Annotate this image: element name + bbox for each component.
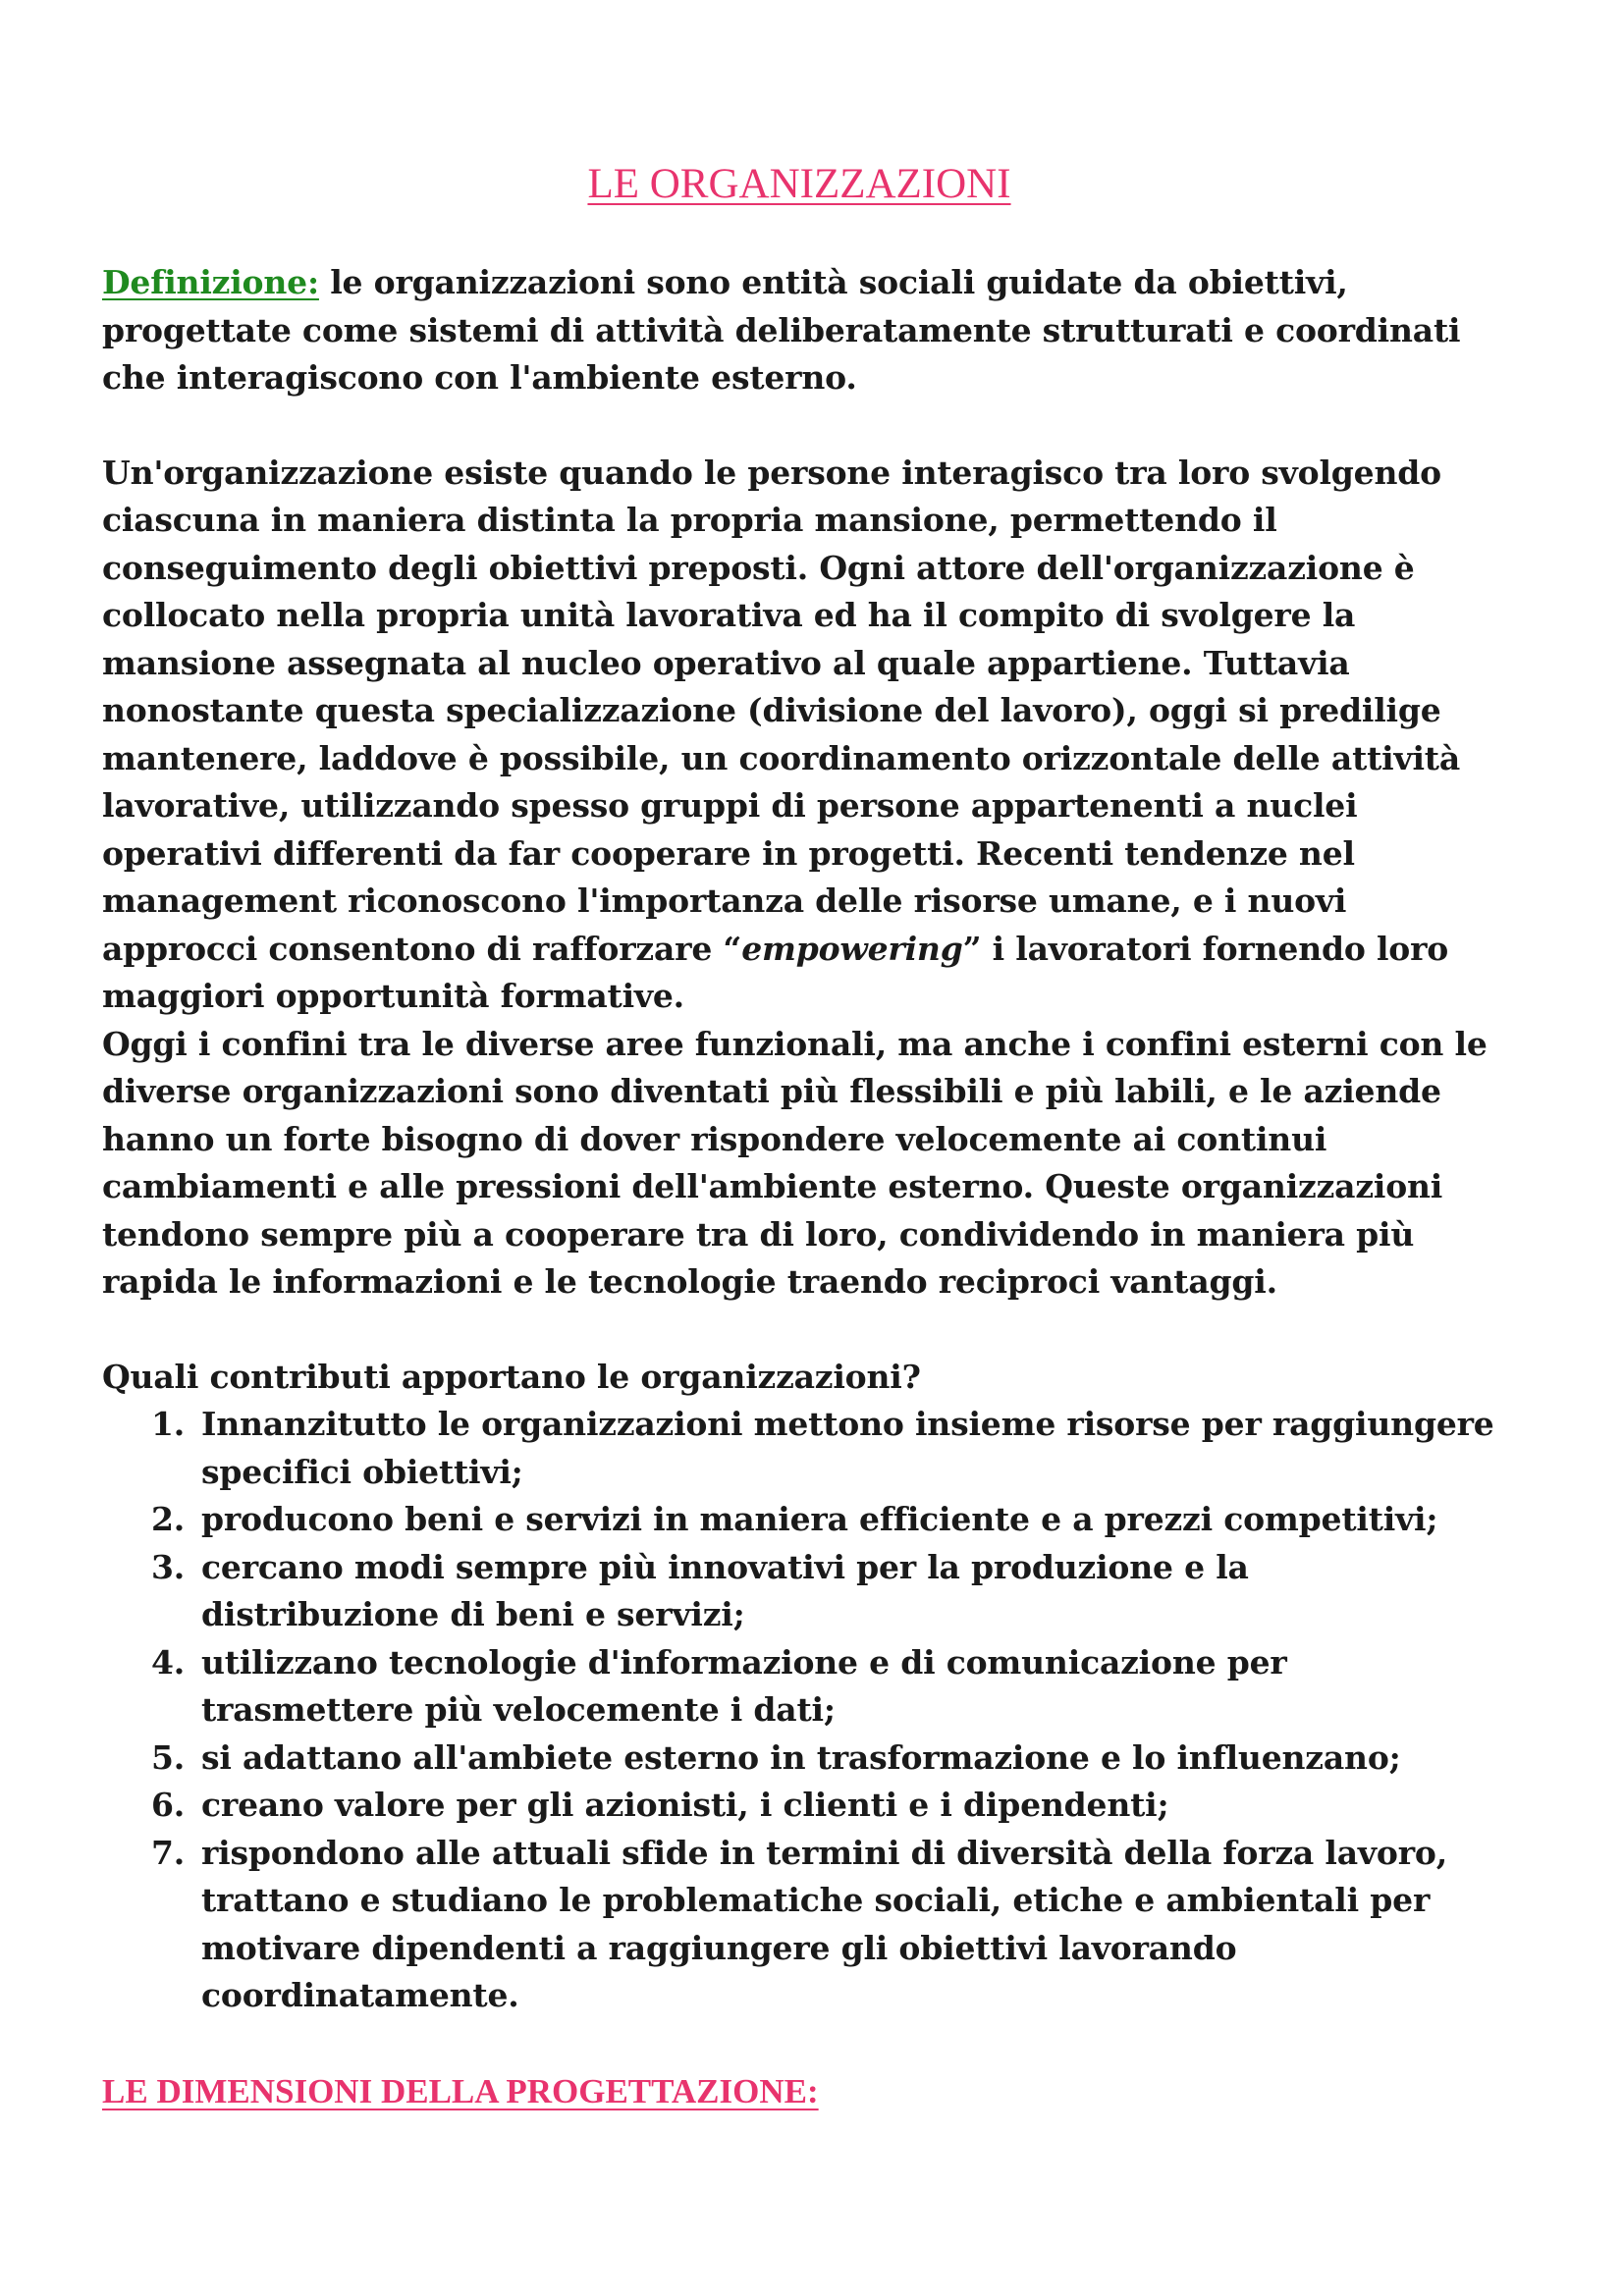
list-item-text: Innanzitutto le organizzazioni mettono insieme risorse per raggiungere specifici obiettivi; bbox=[201, 1405, 1494, 1491]
list-item bbox=[102, 1544, 1496, 1639]
document-title: LE ORGANIZZAZIONI bbox=[587, 161, 1011, 207]
list-item-number: 1. bbox=[151, 1405, 186, 1443]
list-item-text: rispondono alle attuali sfide in termini di diversità della forza lavoro, trattano e studiano le problematiche sociali, etiche e ambientali per motivare dipendenti a raggiungere gli obiettivi lavorando coordinatamente. bbox=[201, 1833, 1447, 2014]
list-item-number: 6. bbox=[151, 1786, 186, 1824]
list-item bbox=[102, 1830, 1496, 2020]
list-item-number: 3. bbox=[151, 1547, 186, 1586]
list-item bbox=[102, 1401, 1496, 1496]
boundaries-paragraph: Oggi i confini tra le diverse aree funzionali, ma anche i confini esterni con le diverse organizzazioni sono diventati più flessibili e più labili, e le aziende hanno un forte bisogno di dover rispondere velocemente ai continui cambiamenti e alle pressioni dell'ambiente esterno. Queste organizzazioni tendono sempre più a cooperare tra di loro, condividendo in maniera più rapida le informazioni e le tecnologie traendo reciproci vantaggi. bbox=[102, 1024, 1488, 1301]
list-item-text: creano valore per gli azionisti, i clienti e i dipendenti; bbox=[201, 1786, 1169, 1824]
organization-paragraph-text: Un'organizzazione esiste quando le persone interagisco tra loro svolgendo ciascuna in maniera distinta la propria mansione, permettendo il conseguimento degli obiettivi preposti. Ogni attore dell'organizzazione è collocato nella propria unità lavorativa ed ha il compito di svolgere la mansione assegnata al nucleo operativo al quale appartiene. Tuttavia nonostante questa specializzazione (divisione del lavoro), oggi si predilige mantenere, laddove è possibile, un coordinamento orizzontale delle attività lavorative, utilizzando spesso gruppi di persone appartenenti a nuclei operativi differenti da far cooperare in progetti. Recenti tendenze nel management riconoscono l'importanza delle risorse umane, e i nuovi approcci consentono di rafforzare “ bbox=[102, 453, 1461, 968]
definition-text: le organizzazioni sono entità sociali guidate da obiettivi, progettate come sistemi di attività deliberatamente strutturati e coordinati che interagiscono con l'ambiente esterno. bbox=[102, 263, 1461, 397]
organization-paragraph-end: ” i lavoratori fornendo loro maggiori opportunità formative. bbox=[102, 929, 1449, 1015]
list-item-number: 7. bbox=[151, 1833, 186, 1872]
list-item-number: 2. bbox=[151, 1500, 186, 1538]
list-item bbox=[102, 1496, 1496, 1544]
list-item bbox=[102, 1735, 1496, 1783]
definition-paragraph bbox=[102, 259, 1496, 402]
contributions-list bbox=[102, 1401, 1496, 2020]
paragraph-spacer bbox=[102, 402, 1496, 450]
contributions-question: Quali contributi apportano le organizzazioni? bbox=[102, 1357, 921, 1396]
organization-paragraph bbox=[102, 450, 1496, 1021]
empowering-term: empowering bbox=[741, 929, 963, 968]
list-item-text: cercano modi sempre più innovativi per la produzione e la distribuzione di beni e servizi; bbox=[201, 1547, 1249, 1633]
list-item-number: 5. bbox=[151, 1737, 186, 1777]
document-page bbox=[102, 157, 1496, 2116]
list-item-text: si adattano all'ambiete esterno in trasformazione e lo influenzano; bbox=[201, 1737, 1401, 1777]
list-item bbox=[102, 1782, 1496, 1830]
list-item bbox=[102, 1639, 1496, 1735]
list-item-number: 4. bbox=[151, 1642, 186, 1682]
list-item-text: producono beni e servizi in maniera efficiente e a prezzi competitivi; bbox=[201, 1500, 1438, 1538]
section-heading: LE DIMENSIONI DELLA PROGETTAZIONE: bbox=[102, 2071, 819, 2110]
paragraph-spacer bbox=[102, 1307, 1496, 1354]
definition-label: Definizione: bbox=[102, 263, 319, 301]
list-item-text: utilizzano tecnologie d'informazione e di comunicazione per trasmettere più velocemente i dati; bbox=[201, 1642, 1287, 1729]
